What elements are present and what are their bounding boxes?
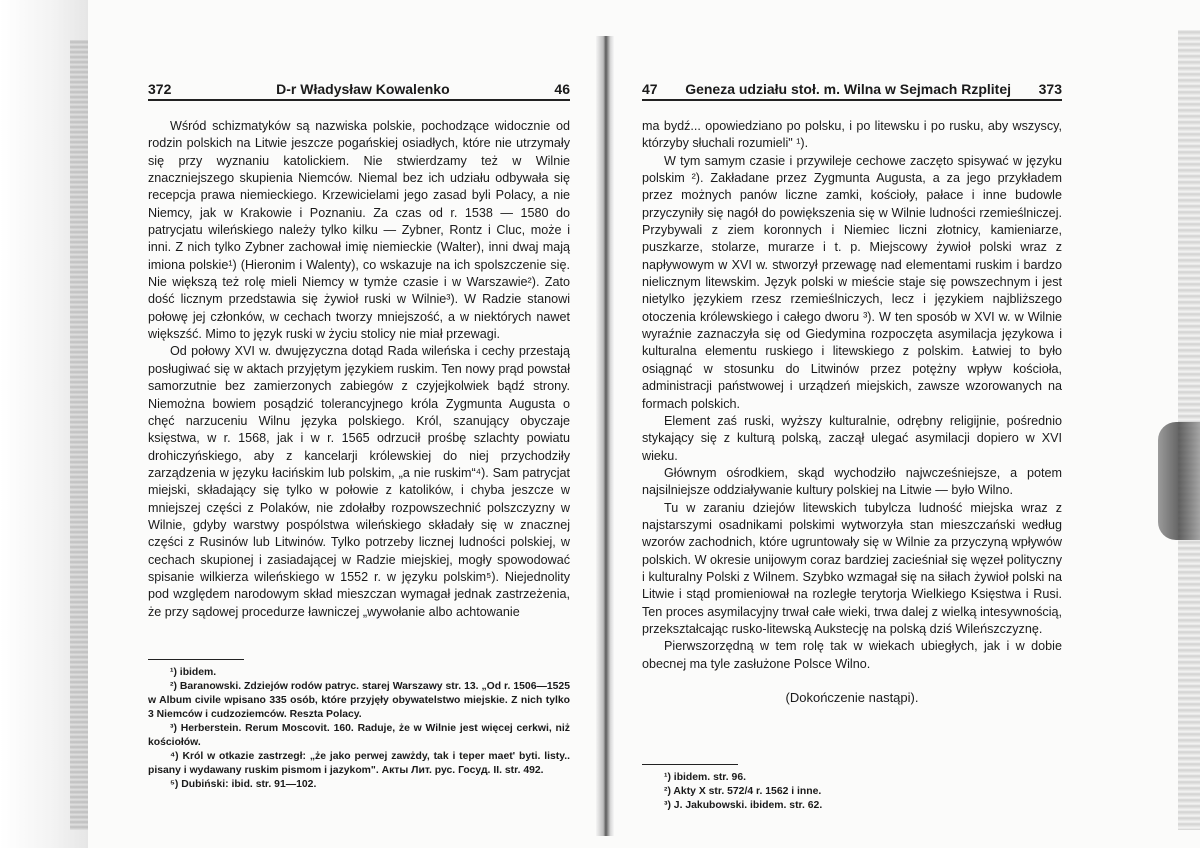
section-number: 46 <box>554 80 570 97</box>
page-number: 373 <box>1038 80 1062 97</box>
paragraph: Tu w zaraniu dziejów litewskich tubylcza ludność miejska wraz z najstarszymi osadnikami polskimi wytworzyła stan mieszczański według wzorów zachodnich, które ugruntowały się w Wilnie za przyczyną wpływów polskich. W okresie unijowym coraz bardziej zacieśniał się węzeł polityczny i kulturalny Polski z Wilnem. Szybko wzmagał się na siłach żywioł polski na Litwie i stąd promieniował na rozległe terytorja Wielkiego Księstwa i Rusi. Ten proces asymilacyjny trwał całe wieki, trwa dalej z wielką intesywnością, przekształcając rusko-litewską Aukstecję na polską dziś Wileńszczyznę. <box>642 500 1062 636</box>
paragraph: W tym samym czasie i przywileje cechowe zaczęto spisywać w języku polskim ²). Zakładane przez Zygmunta Augusta, a za jego przykładem przez możnych panów liczne zamki, kościoły, pałace i inne budowle przyczyniły się nagół do powiększenia się w Wilnie ludności rzemieślniczej. Przybywali z ziem koronnych i Niemiec liczni złotnicy, kamieniarze, puszkarze, stolarze, murarze i t. p. Miejscowy żywioł polski wraz z napływowym w XVI w. stworzył przewagę nad elementami ruskim i bardzo nielicznym litewskim. Język polski w mieście staje się powszechnym i jest nietylko językiem rzesz rzemieślniczych, lecz i językiem najbliższego otoczenia królewskiego i całego dworu ³). W ten sposób w XVI w. w Wilnie wyraźnie zaznaczyła się od Giedymina rozpoczęta asymilacja językowa i kulturalna elementu ruskiego i litewskiego z polskim. Łatwiej to było osiągnąć w stosunku do Litwinów przez potężny wpływ kościoła, administracji państwowej i urządzeń miejskich, zawsze wzorowanych na formach polskich. <box>642 153 1062 411</box>
left-book-edge <box>0 0 88 848</box>
footnote-rule <box>642 764 738 765</box>
page-number: 372 <box>148 80 172 97</box>
footnote: ¹) ibidem. str. 96. <box>664 772 746 784</box>
left-page <box>148 80 570 792</box>
paragraph: Od połowy XVI w. dwujęzyczna dotąd Rada wileńska i cechy przestają posługiwać się w aktach przyjętym językiem ruskim. Ten nowy prąd powstał samorzutnie bez zamierzonych zabiegów z czyjejkolwiek bądź strony. Niemożna bowiem posądzić tolerancyjnego króla Zygmunta Augusta o chęć narzuceniu Wilnu języka polskiego. Król, szanujący obyczaje księstwa, w r. 1568, jak i w r. 1565 odrzucił prośbę szlachty powiatu drohiczyńskiego, aby z kancelarji królewskiej do niej przychodziły zarządzenia w języku łacińskim lub polskim, „a nie ruskim“⁴). Sam patrycjat miejski, składający się tylko w połowie z katolików, i chyba jeszcze w mniejszej części z Polaków, nie zdołałby rozpowszechnić polszczyzny w Wilnie, gdyby warstwy pospólstwa wileńskiego składały się w znacznej części z Rusinów lub Litwinów. Tylko potrzeby licznej ludności polskiej, w cechach skupionej i zasiadającej w Radzie miejskiej, mogły spowodować spisanie wilkierza wileńskiego w 1552 r. w języku polskim⁵). Niejednolity pod względem narodowym skład mieszczan wymagał jednak zastrzeżenia, że przy sądowej procedurze ławniczej „wywołanie albo achtowanie <box>148 344 570 619</box>
right-page-header <box>642 80 1062 101</box>
footnote: ²) Akty X str. 572/4 r. 1562 i inne. <box>664 786 822 798</box>
running-title: D-r Władysław Kowalenko <box>276 80 450 97</box>
right-page-body <box>642 118 1062 673</box>
footnote: ⁵) Dubiński: ibid. str. 91—102. <box>170 778 317 790</box>
book-gutter <box>596 36 614 836</box>
scanner-thumb-shadow <box>1158 422 1200 540</box>
paragraph: Element zaś ruski, wyższy kulturalnie, odrębny religijnie, pośrednio stykający się z kulturą polską, zaczął ulegać asymilacji dopiero w XVI wieku. <box>642 413 1062 463</box>
footnote: ²) Baranowski. Zdziejów rodów patryc. starej Warszawy str. 13. „Od r. 1506—1525 w Album civile wpisano 335 osób, które przyjęły obywatelstwo miejskie. Z nich tylko 3 Niemców i cudzoziemców. Reszta Polacy. <box>148 680 570 720</box>
section-number: 47 <box>642 80 658 97</box>
continuation-note: (Dokończenie nastąpi). <box>785 690 919 705</box>
left-page-body <box>148 118 570 621</box>
footnote: ¹) ibidem. <box>170 666 217 678</box>
footnote: ⁴) Król w otkazie zastrzegł: „że jako perwej zawżdy, tak i teper maet' byti. listy.. pisany i wydawany ruskim pismom i jazykom". Акты Лит. рус. Госуд. II. str. 492. <box>148 750 570 776</box>
footnote: ³) Herberstein. Rerum Moscovit. 160. Raduje, że w Wilnie jest więcej cerkwi, niż kościołów. <box>148 722 570 748</box>
right-page <box>642 80 1062 813</box>
paragraph: Głównym ośrodkiem, skąd wychodziło najwcześniejsze, a potem najsilniejsze oddziaływanie kultury polskiej na Litwie — było Wilno. <box>642 465 1062 498</box>
page-stack-shadow <box>70 40 88 830</box>
footnote: ³) J. Jakubowski. ibidem. str. 62. <box>664 800 823 812</box>
paragraph: Wśród schizmatyków są nazwiska polskie, pochodzące widocznie od rodzin polskich na Litwie jeszcze pogańskiej osiadłych, które nie utrzymały się przy wyznaniu katolickiem. Nie stwierdzamy też w Wilnie znaczniejszego skupienia Niemców. Niemal bez ich udziału odbywała się recepcja prawa niemieckiego. Krzewicielami jego zasad byli Polacy, a nie Niemcy, jak w Krakowie i Poznaniu. Za czas od r. 1538 — 1580 do patrycjatu wileńskiego należy tylko kilku — Zybner, Rontz i Cluc, może i inni. Z nich tylko Zybner zachował imię niemieckie (Walter), inni dwaj mają imiona polskie¹) (Hieronim i Walenty), co wskazuje na ich spolszczenie się. Nie większą też rolę mieli Niemcy w tymże czasie i w Warszawie²). Zato dość licznym przedstawia się żywioł ruski w Wilnie³). W Radzie stanowi połowę jej członków, w cechach tworzy mniejszość, a w niektórych nawet większść. Mimo to język ruski w życiu stolicy nie miał przewagi. <box>148 119 570 342</box>
running-title: Geneza udziału stoł. m. Wilna w Sejmach Rzplitej <box>685 80 1012 97</box>
footnotes <box>148 666 570 792</box>
footnotes <box>642 771 1062 813</box>
paragraph: ma bydź... opowiedziano po polsku, i po litewsku i po rusku, aby wszyscy, którzyby słuchali rozumieli" ¹). <box>642 119 1062 151</box>
footnote-rule <box>148 659 244 660</box>
paragraph: Pierwszorzędną w tem rolę tak w wiekach ubiegłych, jak i w dobie obecnej ma tyle zasłużone Polsce Wilno. <box>642 639 1062 671</box>
left-page-header <box>148 80 570 101</box>
